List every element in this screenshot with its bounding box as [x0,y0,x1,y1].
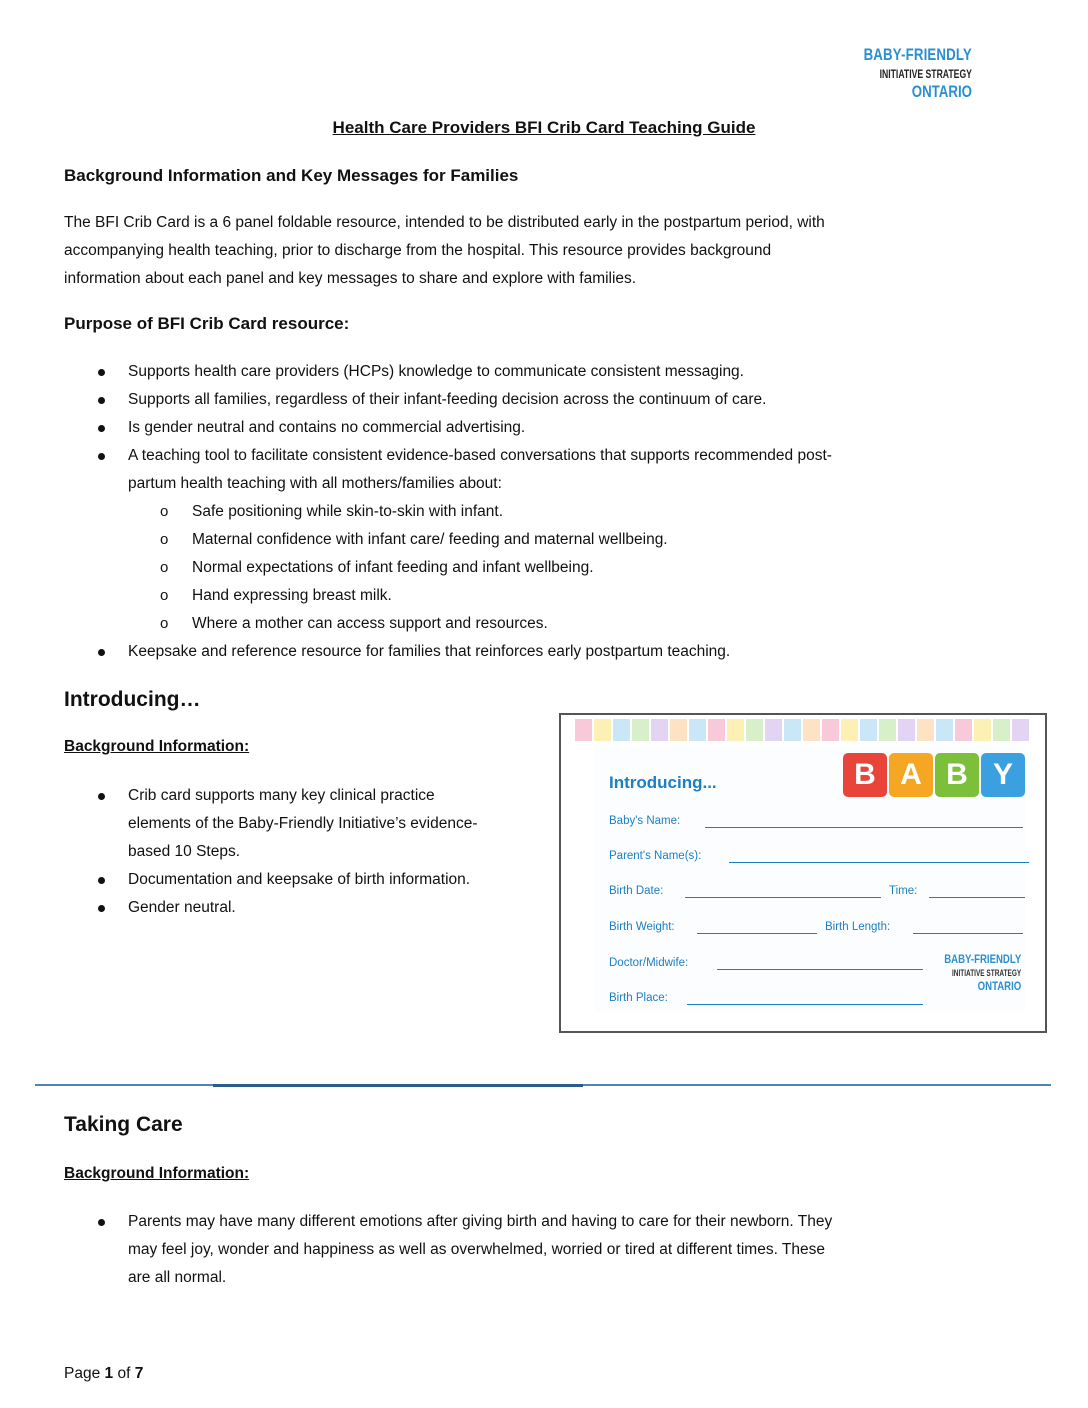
baby-name-line [705,827,1023,828]
purpose-list [64,358,964,666]
background-heading: Background Information and Key Messages for Families [64,166,519,185]
section-divider-accent [213,1084,583,1087]
bullet-icon [98,453,105,460]
birth-weight-label: Birth Weight: [609,921,675,933]
stripe-segment [993,719,1010,741]
stripe-segment [974,719,991,741]
purpose-sublist [128,498,964,638]
stripe-segment [955,719,972,741]
bfi-logo [833,46,972,101]
time-label: Time: [889,885,918,897]
birth-date-line [685,897,881,898]
card-logo-line-3: ONTARIO [977,979,1021,994]
doctor-midwife-label: Doctor/Midwife: [609,957,689,969]
stripe-segment [708,719,725,741]
list-item: Parents may have many different emotions after giving birth and having to care for their newborn. They may feel joy, wonder and happiness as well as overwhelmed, worried or tired at different times. These are all normal. [64,1208,964,1292]
baby-name-label: Baby's Name: [609,815,681,827]
taking-care-heading: Taking Care [64,1113,183,1136]
logo-line-1: BABY-FRIENDLY [863,45,972,64]
page-footer [64,1365,143,1383]
birth-place-label: Birth Place: [609,992,668,1004]
block-b: B [935,753,979,797]
bullet-icon [98,425,105,432]
parent-names-line [729,862,1029,863]
stripe-segment [803,719,820,741]
stripe-segment [670,719,687,741]
paragraph-line: accompanying health teaching, prior to discharge from the hospital. This resource provides background [64,242,772,259]
circle-bullet-icon: o [160,587,169,604]
sub-list-item: o Hand expressing breast milk. [128,582,964,610]
taking-care-subheading: Background Information: [64,1165,250,1182]
introducing-heading: Introducing… [64,688,201,711]
card-logo-line-1: BABY-FRIENDLY [944,952,1021,966]
list-item: Supports all families, regardless of their infant-feeding decision across the continuum of care. [64,386,964,414]
paragraph-line: information about each panel and key messages to share and explore with families. [64,270,637,287]
stripe-segment [651,719,668,741]
card-title: Introducing... [609,773,717,792]
decorative-stripe [575,719,1031,741]
sub-list-item: o Normal expectations of infant feeding and infant wellbeing. [128,554,964,582]
list-item: Is gender neutral and contains no commercial advertising. [64,414,964,442]
page-word: Page [64,1365,101,1382]
stripe-segment [936,719,953,741]
bullet-icon [98,397,105,404]
list-item: Crib card supports many key clinical practice elements of the Baby-Friendly Initiative’s evidence- based 10 Steps. [64,782,564,866]
list-item: Supports health care providers (HCPs) knowledge to communicate consistent messaging. [64,358,964,386]
list-item: Documentation and keepsake of birth information. [64,866,564,894]
stripe-segment [917,719,934,741]
purpose-heading: Purpose of BFI Crib Card resource: [64,314,350,333]
sub-list-item: o Safe positioning while skin-to-skin with infant. [128,498,964,526]
stripe-segment [841,719,858,741]
taking-care-list [64,1208,964,1292]
doctor-midwife-line [717,969,923,970]
stripe-segment [689,719,706,741]
of-word: of [117,1365,131,1382]
time-line [929,897,1025,898]
block-a: A [889,753,933,797]
crib-card-image [559,713,1047,1033]
list-item: A teaching tool to facilitate consistent evidence-based conversations that supports recommended post- partum health teaching with all mothers/families about: o Safe positioning while skin-to-skin with infant. o Maternal confidence with infant care/ feeding and maternal wellbeing. o Normal expectations of infant feeding and infant wellbeing. o Hand expressing breast milk. o Where a mother can access support and resources. [64,442,964,638]
stripe-segment [727,719,744,741]
block-y: Y [981,753,1025,797]
bullet-icon [98,369,105,376]
birth-length-label: Birth Length: [825,921,891,933]
stripe-segment [784,719,801,741]
sub-list-item: o Maternal confidence with infant care/ feeding and maternal wellbeing. [128,526,964,554]
bullet-icon [98,793,105,800]
birth-weight-line [697,933,817,934]
bullet-icon [98,905,105,912]
page-total: 7 [134,1365,144,1382]
stripe-segment [879,719,896,741]
bullet-icon [98,649,105,656]
stripe-segment [822,719,839,741]
stripe-segment [860,719,877,741]
bullet-icon [98,1219,105,1226]
card-bfi-logo [925,953,1021,993]
circle-bullet-icon: o [160,503,169,520]
stripe-segment [765,719,782,741]
sub-list-item: o Where a mother can access support and resources. [128,610,964,638]
introducing-list [64,782,564,922]
circle-bullet-icon: o [160,559,169,576]
birth-date-label: Birth Date: [609,885,664,897]
logo-line-2: INITIATIVE STRATEGY [879,66,972,81]
stripe-segment [632,719,649,741]
circle-bullet-icon: o [160,531,169,548]
stripe-segment [1012,719,1029,741]
bullet-icon [98,877,105,884]
logo-line-3: ONTARIO [911,82,972,102]
background-paragraph [64,209,964,293]
page-current: 1 [104,1365,114,1382]
block-b: B [843,753,887,797]
introducing-subheading: Background Information: [64,738,250,755]
stripe-segment [613,719,630,741]
list-item: Gender neutral. [64,894,564,922]
birth-length-line [913,933,1023,934]
stripe-segment [575,719,592,741]
circle-bullet-icon: o [160,615,169,632]
card-logo-line-2: INITIATIVE STRATEGY [951,967,1021,978]
stripe-segment [594,719,611,741]
baby-blocks-icon [843,753,1025,797]
list-item: Keepsake and reference resource for families that reinforces early postpartum teaching. [64,638,964,666]
parent-names-label: Parent's Name(s): [609,850,702,862]
stripe-segment [746,719,763,741]
document-title: Health Care Providers BFI Crib Card Teaching Guide [332,118,756,137]
stripe-segment [898,719,915,741]
birth-place-line [687,1004,923,1005]
paragraph-line: The BFI Crib Card is a 6 panel foldable resource, intended to be distributed early in the postpartum period, with [64,214,825,231]
